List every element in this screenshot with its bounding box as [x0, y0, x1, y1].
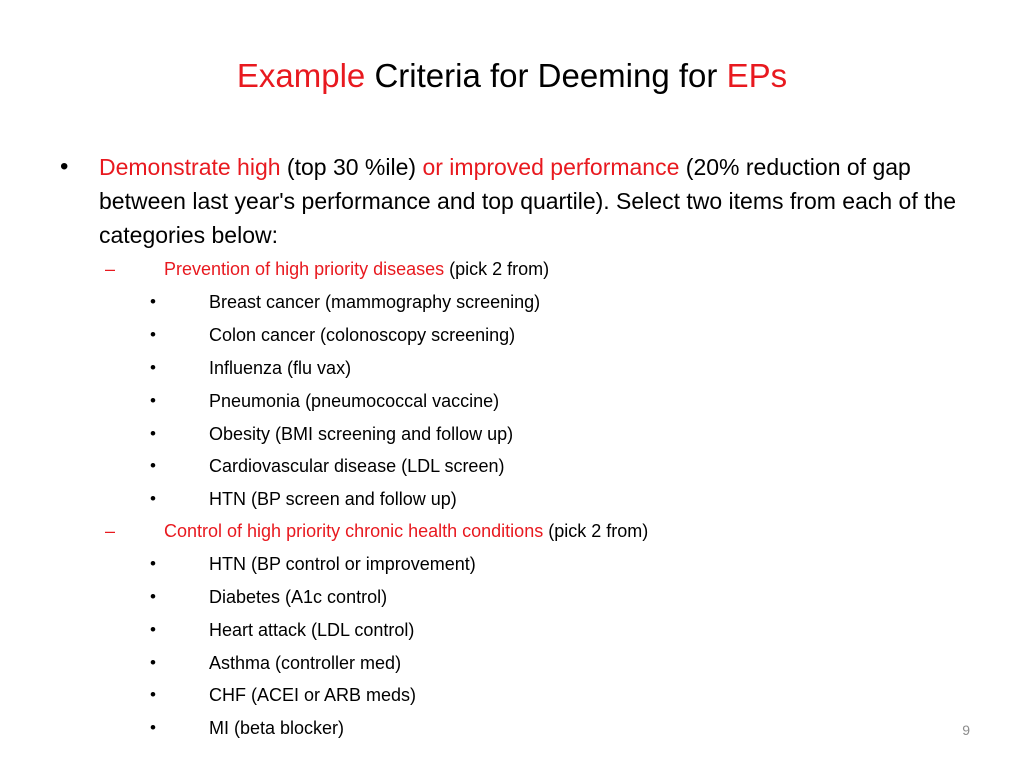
section-heading-black: (pick 2 from) [543, 521, 649, 541]
bullet-marker: • [150, 587, 156, 606]
slide-title [0, 54, 1024, 98]
list-item-text: Diabetes (A1c control) [209, 587, 388, 607]
title-eps: EPs [726, 57, 788, 94]
list-item-text: Obesity (BMI screening and follow up) [209, 424, 514, 444]
section-heading-text [164, 257, 549, 281]
bullet-marker: • [150, 554, 156, 573]
list-item-text: Pneumonia (pneumococcal vaccine) [209, 391, 500, 411]
bullet-marker: • [150, 292, 156, 311]
bullet-marker: • [150, 456, 156, 475]
list-item-text: Cardiovascular disease (LDL screen) [209, 456, 505, 476]
section-heading-red: Control of high priority chronic health conditions [164, 521, 544, 541]
list-item-text: CHF (ACEI or ARB meds) [209, 685, 417, 705]
bullet-marker: • [150, 620, 156, 639]
list-item-text: HTN (BP screen and follow up) [209, 489, 457, 509]
list-item-text: Breast cancer (mammography screening) [209, 292, 541, 312]
main-bullet-black-1: (top 30 %ile) [280, 154, 423, 180]
main-bullet-red-1: Demonstrate high [99, 154, 281, 180]
bullet-marker: • [150, 685, 156, 704]
page-number: 9 [962, 722, 970, 738]
title-middle: Criteria for Deeming for [365, 57, 727, 94]
bullet-marker: • [150, 424, 156, 443]
bullet-marker: • [150, 718, 156, 737]
bullet-marker: • [150, 391, 156, 410]
dash-marker: – [105, 521, 116, 541]
section-heading-black: (pick 2 from) [444, 259, 550, 279]
list-item-text: Influenza (flu vax) [209, 358, 352, 378]
section-heading-text [164, 519, 648, 543]
title-example: Example [236, 57, 366, 94]
bullet-marker: • [150, 325, 156, 344]
bullet-marker: • [150, 358, 156, 377]
bullet-marker: • [150, 489, 156, 508]
list-item-text: Asthma (controller med) [209, 653, 402, 673]
dash-marker: – [105, 259, 116, 279]
list-item-text: MI (beta blocker) [209, 718, 345, 738]
bullet-marker: • [60, 153, 69, 180]
main-bullet-red-2: or improved performance [422, 154, 680, 180]
main-bullet-text [99, 150, 959, 252]
list-item-text: HTN (BP control or improvement) [209, 554, 476, 574]
list-item-text: Colon cancer (colonoscopy screening) [209, 325, 516, 345]
section-heading-red: Prevention of high priority diseases [164, 259, 445, 279]
bullet-marker: • [150, 653, 156, 672]
main-bullet-black-2: (20% reduction of gap between last year's performance and top quartile). Select two items from each of the categories below: [99, 154, 957, 248]
list-item-text: Heart attack (LDL control) [209, 620, 415, 640]
